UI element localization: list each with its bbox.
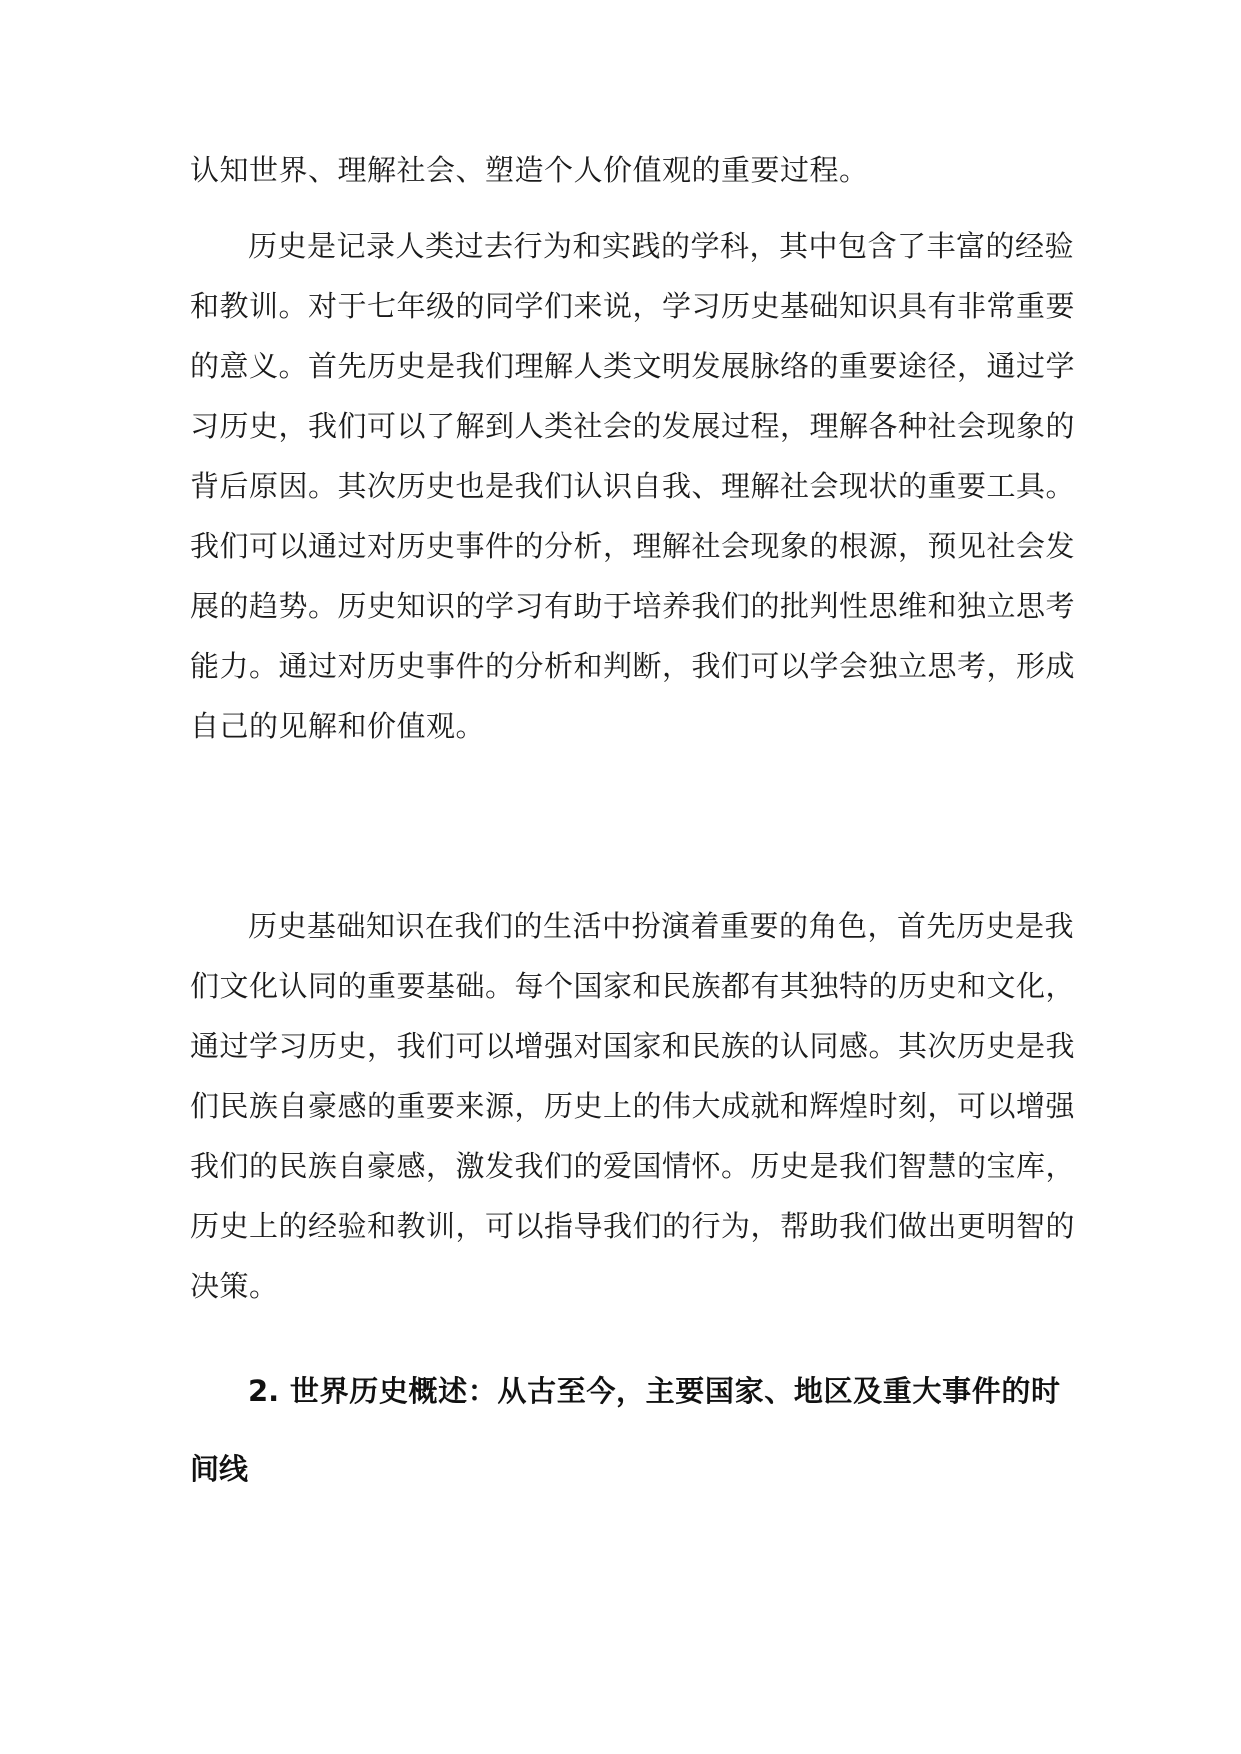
paragraph-history-role bbox=[190, 896, 1076, 1316]
text-line: 历史是记录人类过去行为和实践的学科，其中包含了丰富的经验 bbox=[248, 229, 1075, 263]
intro-paragraph bbox=[190, 140, 1060, 200]
heading-line: 间线 bbox=[190, 1452, 249, 1486]
text-line: 历史基础知识在我们的生活中扮演着重要的角色，首先历史是我 bbox=[248, 909, 1075, 943]
text-line: 我们的民族自豪感，激发我们的爱国情怀。历史是我们智慧的宝库， bbox=[190, 1149, 1076, 1183]
heading-line: 2. 世界历史概述：从古至今，主要国家、地区及重大事件的时 bbox=[248, 1374, 1060, 1408]
text-line: 背后原因。其次历史也是我们认识自我、理解社会现状的重要工具。 bbox=[190, 469, 1076, 503]
text-line: 的意义。首先历史是我们理解人类文明发展脉络的重要途径，通过学 bbox=[190, 349, 1076, 383]
text-line: 能力。通过对历史事件的分析和判断，我们可以学会独立思考，形成 bbox=[190, 649, 1076, 683]
text-line: 和教训。对于七年级的同学们来说，学习历史基础知识具有非常重要 bbox=[190, 289, 1076, 323]
text-line: 展的趋势。历史知识的学习有助于培养我们的批判性思维和独立思考 bbox=[190, 589, 1076, 623]
text-line: 决策。 bbox=[190, 1269, 279, 1303]
text-line: 我们可以通过对历史事件的分析，理解社会现象的根源，预见社会发 bbox=[190, 529, 1076, 563]
text-line: 认知世界、理解社会、塑造个人价值观的重要过程。 bbox=[190, 153, 869, 187]
section-heading bbox=[190, 1352, 1060, 1508]
text-line: 历史上的经验和教训，可以指导我们的行为，帮助我们做出更明智的 bbox=[190, 1209, 1076, 1243]
text-line: 习历史，我们可以了解到人类社会的发展过程，理解各种社会现象的 bbox=[190, 409, 1076, 443]
text-line: 们文化认同的重要基础。每个国家和民族都有其独特的历史和文化， bbox=[190, 969, 1076, 1003]
text-line: 自己的见解和价值观。 bbox=[190, 709, 486, 743]
paragraph-history-meaning bbox=[190, 216, 1076, 756]
text-line: 通过学习历史，我们可以增强对国家和民族的认同感。其次历史是我 bbox=[190, 1029, 1076, 1063]
text-line: 们民族自豪感的重要来源，历史上的伟大成就和辉煌时刻，可以增强 bbox=[190, 1089, 1076, 1123]
